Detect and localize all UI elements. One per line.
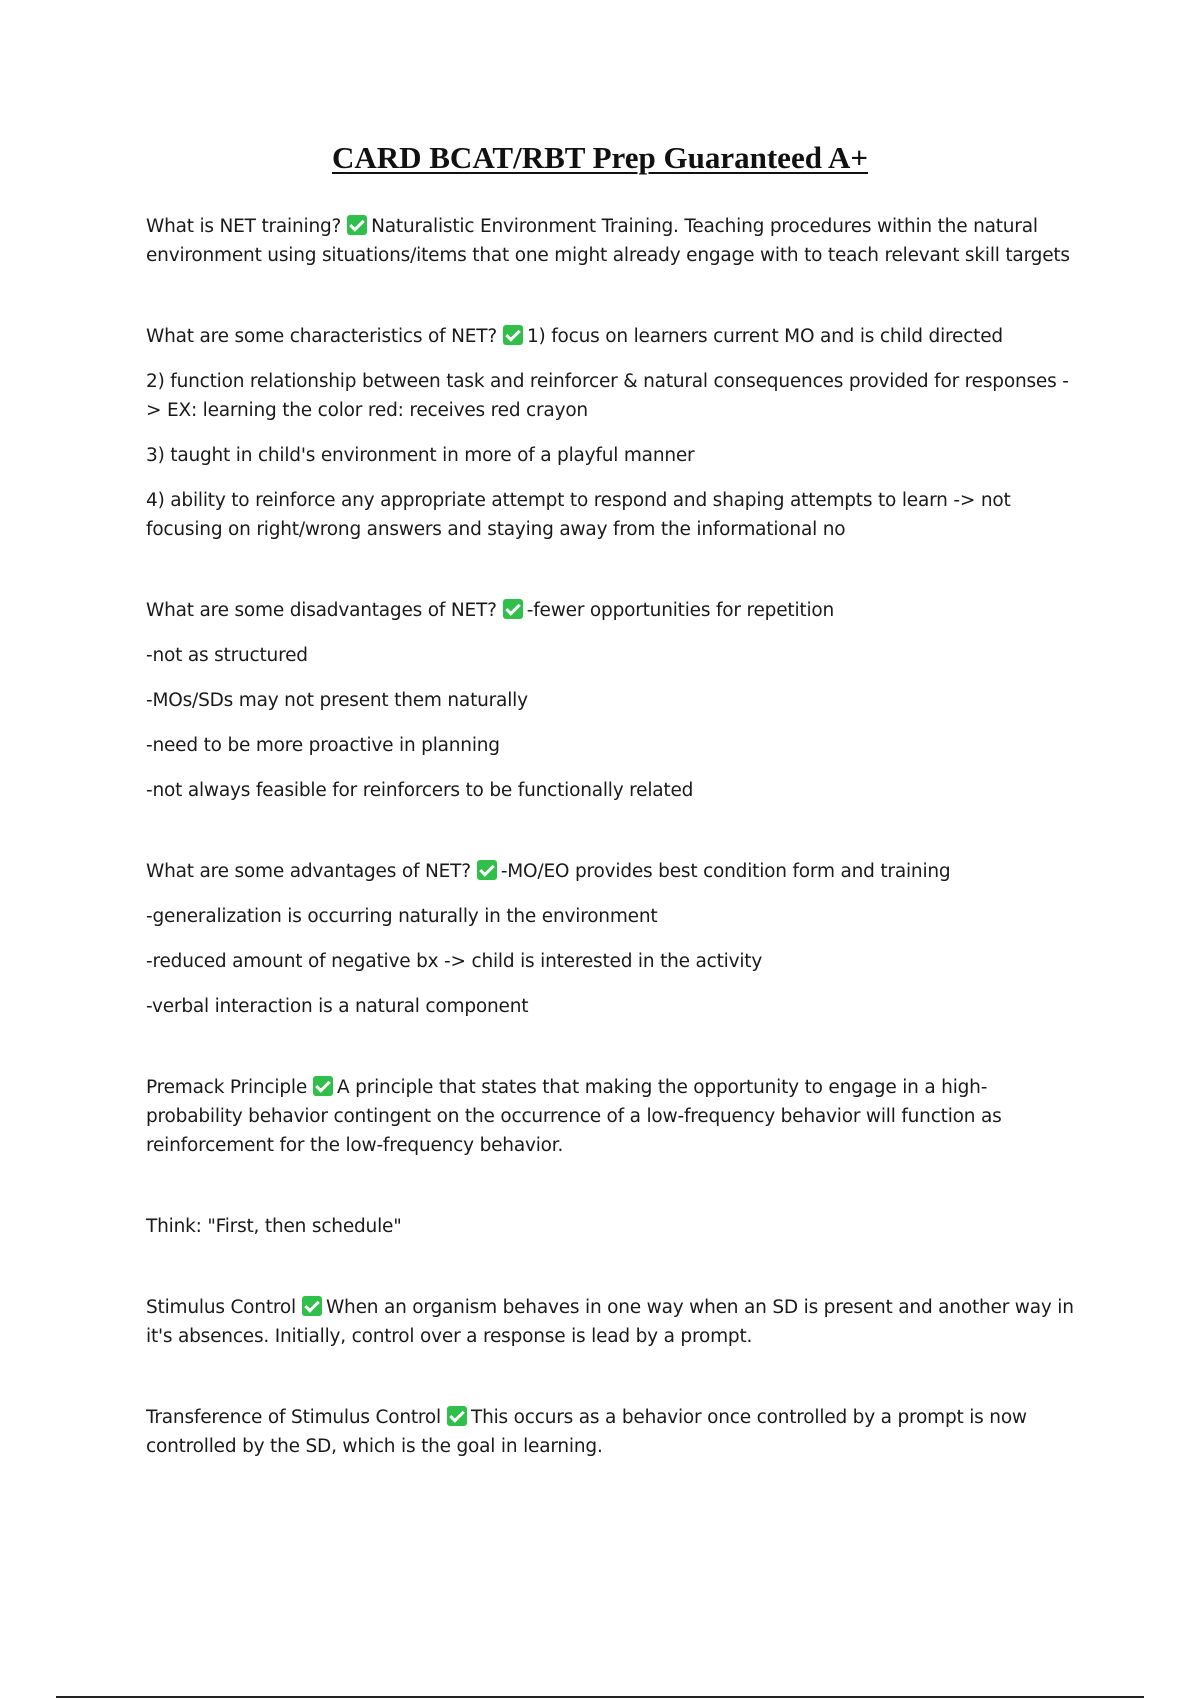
answer-line: 4) ability to reinforce any appropriate attempt to respond and shaping attempts to learn -> not focusing on right/wrong answers and staying away from the informational no xyxy=(146,490,1011,540)
answer-text: -fewer opportunities for repetition xyxy=(526,600,835,621)
answer-text: -MO/EO provides best condition form and training xyxy=(500,861,951,882)
answer-line: -reduced amount of negative bx -> child is interested in the activity xyxy=(146,951,763,972)
qa-item xyxy=(146,1403,1076,1461)
check-mark-icon xyxy=(313,1076,333,1096)
check-mark-icon xyxy=(477,860,497,880)
answer-text: This occurs as a behavior once controlled by a prompt is now controlled by the SD, which is the goal in learning. xyxy=(146,1407,1027,1457)
question-text: Transference of Stimulus Control xyxy=(146,1407,441,1428)
check-mark-icon xyxy=(302,1296,322,1316)
qa-item xyxy=(146,212,1076,270)
answer-text: A principle that states that making the opportunity to engage in a high-probability behavior contingent on the occurrence of a low-frequency behavior will function as reinforcement for the low-frequency behavior. xyxy=(146,1077,1002,1156)
qa-block xyxy=(146,1403,1076,1461)
document-body xyxy=(146,212,1076,1513)
answer-line: -not always feasible for reinforcers to be functionally related xyxy=(146,780,694,801)
qa-block xyxy=(146,1073,1076,1160)
answer-text: Naturalistic Environment Training. Teaching procedures within the natural environment using situations/items that one might already engage with to teach relevant skill targets xyxy=(146,216,1070,266)
check-mark-icon xyxy=(447,1406,467,1426)
qa-block xyxy=(146,1293,1076,1351)
answer-line: -need to be more proactive in planning xyxy=(146,735,500,756)
qa-item xyxy=(146,1073,1076,1160)
answer-line: 2) function relationship between task and reinforcer & natural consequences provided for responses -> EX: learning the color red: receives red crayon xyxy=(146,371,1069,421)
answer-line: -generalization is occurring naturally in the environment xyxy=(146,906,658,927)
answer-line: -not as structured xyxy=(146,645,308,666)
question-text: What is NET training? xyxy=(146,216,342,237)
qa-item xyxy=(146,857,1076,886)
check-mark-icon xyxy=(503,599,523,619)
note-text: Think: "First, then schedule" xyxy=(146,1216,402,1237)
page-title: CARD BCAT/RBT Prep Guaranteed A+ xyxy=(331,140,869,175)
qa-block xyxy=(146,596,1076,805)
qa-item xyxy=(146,1293,1076,1351)
answer-text: 1) focus on learners current MO and is child directed xyxy=(526,326,1003,347)
question-text: What are some characteristics of NET? xyxy=(146,326,497,347)
qa-item xyxy=(146,322,1076,351)
note-block xyxy=(146,1212,1076,1241)
check-mark-icon xyxy=(347,215,367,235)
question-text: Premack Principle xyxy=(146,1077,308,1098)
answer-line: -verbal interaction is a natural component xyxy=(146,996,529,1017)
qa-block xyxy=(146,857,1076,1021)
answer-text: When an organism behaves in one way when an SD is present and another way in it's absences. Initially, control over a response is lead by a prompt. xyxy=(146,1297,1074,1347)
check-mark-icon xyxy=(503,325,523,345)
qa-block xyxy=(146,322,1076,544)
qa-block xyxy=(146,212,1076,270)
answer-line: -MOs/SDs may not present them naturally xyxy=(146,690,528,711)
question-text: What are some advantages of NET? xyxy=(146,861,471,882)
question-text: What are some disadvantages of NET? xyxy=(146,600,497,621)
qa-item xyxy=(146,596,1076,625)
footer-divider xyxy=(56,1696,1144,1698)
question-text: Stimulus Control xyxy=(146,1297,296,1318)
answer-line: 3) taught in child's environment in more of a playful manner xyxy=(146,445,695,466)
